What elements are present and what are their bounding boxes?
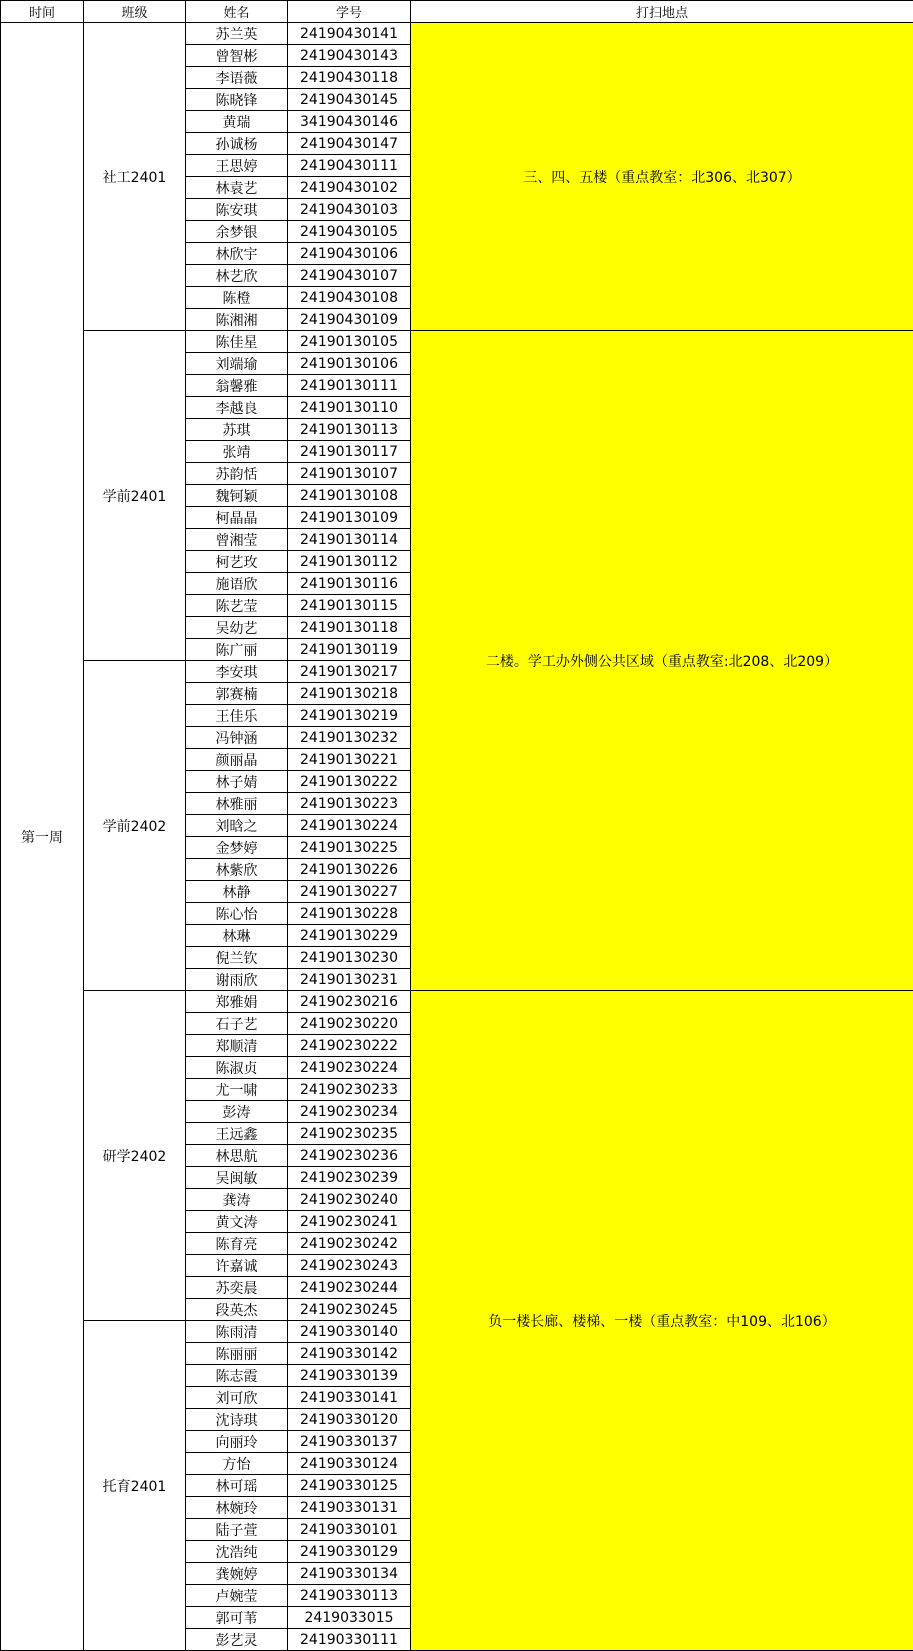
- schedule-body: [1, 23, 913, 1651]
- student-name-cell: 陈橙: [186, 287, 288, 309]
- student-name-cell: 苏兰英: [186, 23, 288, 45]
- student-name-cell: 曾智彬: [186, 45, 288, 67]
- student-id-cell: 24190330141: [288, 1387, 411, 1409]
- student-name-cell: 陈丽丽: [186, 1343, 288, 1365]
- student-id-cell: 24190330120: [288, 1409, 411, 1431]
- student-name-cell: 余梦银: [186, 221, 288, 243]
- student-name-cell: 龚婉婷: [186, 1563, 288, 1585]
- student-id-cell: 24190330113: [288, 1585, 411, 1607]
- student-name-cell: 颜丽晶: [186, 749, 288, 771]
- student-name-cell: 陈佳星: [186, 331, 288, 353]
- student-name-cell: 黄文涛: [186, 1211, 288, 1233]
- student-name-cell: 陈志霞: [186, 1365, 288, 1387]
- student-id-cell: 24190230234: [288, 1101, 411, 1123]
- student-name-cell: 孙诚杨: [186, 133, 288, 155]
- student-name-cell: 谢雨欣: [186, 969, 288, 991]
- student-name-cell: 陈心怡: [186, 903, 288, 925]
- student-name-cell: 郑雅娟: [186, 991, 288, 1013]
- student-id-cell: 24190130118: [288, 617, 411, 639]
- student-id-cell: 24190130119: [288, 639, 411, 661]
- student-name-cell: 金梦婷: [186, 837, 288, 859]
- student-name-cell: 许嘉诚: [186, 1255, 288, 1277]
- header-location: 打扫地点: [411, 1, 913, 23]
- student-id-cell: 24190130222: [288, 771, 411, 793]
- student-name-cell: 林袁艺: [186, 177, 288, 199]
- student-name-cell: 吴闽敏: [186, 1167, 288, 1189]
- student-name-cell: 吴幼艺: [186, 617, 288, 639]
- cleaning-location-cell: 二楼。学工办外侧公共区域（重点教室:北208、北209）: [411, 331, 913, 991]
- student-id-cell: 24190130114: [288, 529, 411, 551]
- student-id-cell: 24190130231: [288, 969, 411, 991]
- student-id-cell: 24190230216: [288, 991, 411, 1013]
- student-name-cell: 林琳: [186, 925, 288, 947]
- student-name-cell: 张靖: [186, 441, 288, 463]
- student-id-cell: 24190330140: [288, 1321, 411, 1343]
- student-id-cell: 24190430141: [288, 23, 411, 45]
- student-id-cell: 24190130106: [288, 353, 411, 375]
- student-id-cell: 24190130112: [288, 551, 411, 573]
- student-id-cell: 24190130219: [288, 705, 411, 727]
- student-id-cell: 24190430111: [288, 155, 411, 177]
- table-row: [1, 23, 913, 45]
- student-id-cell: 24190330125: [288, 1475, 411, 1497]
- student-id-cell: 24190130217: [288, 661, 411, 683]
- table-row: [1, 331, 913, 353]
- student-id-cell: 24190430102: [288, 177, 411, 199]
- student-id-cell: 24190230243: [288, 1255, 411, 1277]
- student-id-cell: 24190230245: [288, 1299, 411, 1321]
- student-name-cell: 彭涛: [186, 1101, 288, 1123]
- student-id-cell: 24190130116: [288, 573, 411, 595]
- student-name-cell: 施语欣: [186, 573, 288, 595]
- student-id-cell: 24190430109: [288, 309, 411, 331]
- student-name-cell: 林思航: [186, 1145, 288, 1167]
- student-id-cell: 24190130107: [288, 463, 411, 485]
- student-name-cell: 沈浩纯: [186, 1541, 288, 1563]
- student-name-cell: 段英杰: [186, 1299, 288, 1321]
- student-id-cell: 24190330142: [288, 1343, 411, 1365]
- student-name-cell: 王远鑫: [186, 1123, 288, 1145]
- student-name-cell: 林可瑶: [186, 1475, 288, 1497]
- student-id-cell: 24190130113: [288, 419, 411, 441]
- student-name-cell: 方怡: [186, 1453, 288, 1475]
- student-name-cell: 林雅丽: [186, 793, 288, 815]
- student-name-cell: 黄瑞: [186, 111, 288, 133]
- student-id-cell: 24190430118: [288, 67, 411, 89]
- student-name-cell: 李安琪: [186, 661, 288, 683]
- table-row: [1, 991, 913, 1013]
- student-id-cell: 24190230244: [288, 1277, 411, 1299]
- student-id-cell: 24190130108: [288, 485, 411, 507]
- student-name-cell: 李语薇: [186, 67, 288, 89]
- student-name-cell: 尤一啸: [186, 1079, 288, 1101]
- student-id-cell: 24190130228: [288, 903, 411, 925]
- student-id-cell: 24190330129: [288, 1541, 411, 1563]
- header-student-id: 学号: [288, 1, 411, 23]
- class-cell: 托育2401: [84, 1321, 186, 1651]
- student-name-cell: 郭赛楠: [186, 683, 288, 705]
- student-name-cell: 苏韵恬: [186, 463, 288, 485]
- student-id-cell: 24190330101: [288, 1519, 411, 1541]
- student-id-cell: 24190130223: [288, 793, 411, 815]
- header-row: [1, 1, 913, 23]
- student-name-cell: 翁馨雅: [186, 375, 288, 397]
- student-id-cell: 24190430103: [288, 199, 411, 221]
- class-cell: 学前2402: [84, 661, 186, 991]
- student-name-cell: 陆子萱: [186, 1519, 288, 1541]
- student-name-cell: 林静: [186, 881, 288, 903]
- student-name-cell: 柯晶晶: [186, 507, 288, 529]
- student-name-cell: 刘端瑜: [186, 353, 288, 375]
- student-id-cell: 24190130105: [288, 331, 411, 353]
- student-name-cell: 王佳乐: [186, 705, 288, 727]
- class-cell: 研学2402: [84, 991, 186, 1321]
- student-id-cell: 24190230224: [288, 1057, 411, 1079]
- student-name-cell: 陈育亮: [186, 1233, 288, 1255]
- student-id-cell: 24190230235: [288, 1123, 411, 1145]
- student-name-cell: 林子婧: [186, 771, 288, 793]
- student-name-cell: 林艺欣: [186, 265, 288, 287]
- student-name-cell: 苏奕晨: [186, 1277, 288, 1299]
- student-id-cell: 24190230220: [288, 1013, 411, 1035]
- student-id-cell: 24190130117: [288, 441, 411, 463]
- student-id-cell: 24190430143: [288, 45, 411, 67]
- class-cell: 社工2401: [84, 23, 186, 331]
- student-id-cell: 24190330137: [288, 1431, 411, 1453]
- student-id-cell: 24190130226: [288, 859, 411, 881]
- student-name-cell: 刘晗之: [186, 815, 288, 837]
- student-name-cell: 向丽玲: [186, 1431, 288, 1453]
- student-name-cell: 陈艺莹: [186, 595, 288, 617]
- header-time: 时间: [1, 1, 84, 23]
- student-name-cell: 倪兰钦: [186, 947, 288, 969]
- student-id-cell: 24190230233: [288, 1079, 411, 1101]
- student-name-cell: 郭可苇: [186, 1607, 288, 1629]
- student-name-cell: 林欣宇: [186, 243, 288, 265]
- student-name-cell: 卢婉莹: [186, 1585, 288, 1607]
- student-id-cell: 24190130218: [288, 683, 411, 705]
- student-id-cell: 24190130221: [288, 749, 411, 771]
- class-cell: 学前2401: [84, 331, 186, 661]
- student-id-cell: 24190230241: [288, 1211, 411, 1233]
- student-name-cell: 刘可欣: [186, 1387, 288, 1409]
- cleaning-location-cell: 三、四、五楼（重点教室：北306、北307）: [411, 23, 913, 331]
- student-id-cell: 24190130109: [288, 507, 411, 529]
- student-name-cell: 陈雨清: [186, 1321, 288, 1343]
- student-name-cell: 林紫欣: [186, 859, 288, 881]
- student-id-cell: 24190230242: [288, 1233, 411, 1255]
- student-id-cell: 24190230222: [288, 1035, 411, 1057]
- student-name-cell: 陈广丽: [186, 639, 288, 661]
- student-id-cell: 24190230239: [288, 1167, 411, 1189]
- student-name-cell: 陈安琪: [186, 199, 288, 221]
- student-name-cell: 曾湘莹: [186, 529, 288, 551]
- student-id-cell: 24190430147: [288, 133, 411, 155]
- student-id-cell: 24190430145: [288, 89, 411, 111]
- student-name-cell: 石子艺: [186, 1013, 288, 1035]
- cleaning-location-cell: 负一楼长廊、楼梯、一楼（重点教室：中109、北106）: [411, 991, 913, 1651]
- student-id-cell: 24190130229: [288, 925, 411, 947]
- student-id-cell: 24190430107: [288, 265, 411, 287]
- student-id-cell: 24190130230: [288, 947, 411, 969]
- student-name-cell: 苏琪: [186, 419, 288, 441]
- header-name: 姓名: [186, 1, 288, 23]
- student-name-cell: 沈诗琪: [186, 1409, 288, 1431]
- student-id-cell: 24190330131: [288, 1497, 411, 1519]
- student-id-cell: 24190230240: [288, 1189, 411, 1211]
- student-id-cell: 24190130227: [288, 881, 411, 903]
- student-name-cell: 陈湘湘: [186, 309, 288, 331]
- student-name-cell: 魏钶颖: [186, 485, 288, 507]
- student-id-cell: 2419033015: [288, 1607, 411, 1629]
- student-name-cell: 冯钟涵: [186, 727, 288, 749]
- student-id-cell: 24190330139: [288, 1365, 411, 1387]
- student-id-cell: 24190130115: [288, 595, 411, 617]
- student-id-cell: 24190330124: [288, 1453, 411, 1475]
- student-name-cell: 陈淑贞: [186, 1057, 288, 1079]
- student-name-cell: 林婉玲: [186, 1497, 288, 1519]
- student-id-cell: 24190130232: [288, 727, 411, 749]
- student-name-cell: 柯艺玫: [186, 551, 288, 573]
- student-id-cell: 24190430108: [288, 287, 411, 309]
- student-id-cell: 24190130224: [288, 815, 411, 837]
- student-id-cell: 34190430146: [288, 111, 411, 133]
- student-name-cell: 彭艺灵: [186, 1629, 288, 1651]
- student-name-cell: 李越良: [186, 397, 288, 419]
- student-id-cell: 24190430106: [288, 243, 411, 265]
- week-cell: 第一周: [1, 23, 84, 1651]
- student-id-cell: 24190130225: [288, 837, 411, 859]
- student-id-cell: 24190130110: [288, 397, 411, 419]
- header-class: 班级: [84, 1, 186, 23]
- student-id-cell: 24190430105: [288, 221, 411, 243]
- student-id-cell: 24190130111: [288, 375, 411, 397]
- student-name-cell: 郑顺清: [186, 1035, 288, 1057]
- student-id-cell: 24190330111: [288, 1629, 411, 1651]
- student-id-cell: 24190330134: [288, 1563, 411, 1585]
- student-name-cell: 王思婷: [186, 155, 288, 177]
- student-name-cell: 龚涛: [186, 1189, 288, 1211]
- student-name-cell: 陈晓锋: [186, 89, 288, 111]
- student-id-cell: 24190230236: [288, 1145, 411, 1167]
